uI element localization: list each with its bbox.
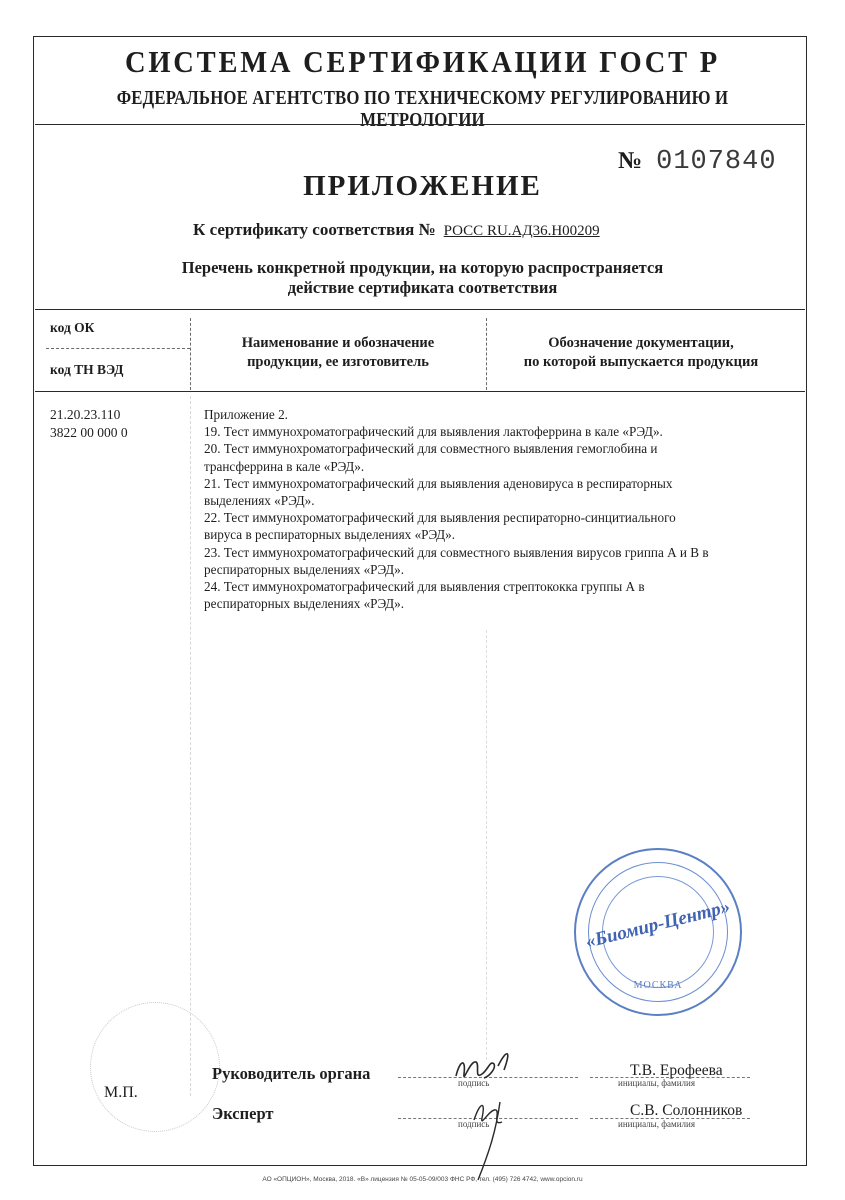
table-top-rule (35, 309, 805, 310)
product-name-column-header (190, 334, 486, 372)
signature-scribbles (420, 1030, 540, 1190)
list-item: 21. Тест иммунохроматографический для выявления аденовируса в респираторных выделениях «РЭД». (204, 475, 673, 509)
seal-city: МОСКВА (633, 980, 683, 991)
code-ok-value: 21.20.23.110 (50, 407, 121, 422)
list-item: 20. Тест иммунохроматографический для совместного выявления гемоглобина и трансферрина в кале «РЭД». (204, 441, 658, 474)
list-item: Приложение 2. (204, 407, 288, 422)
code-tnved-value: 3822 00 000 0 (50, 424, 128, 440)
head-name-caption: инициалы, фамилия (618, 1078, 695, 1088)
page-title: ПРИЛОЖЕНИЕ (303, 170, 542, 202)
agency-name: ФЕДЕРАЛЬНОЕ АГЕНТСТВО ПО ТЕХНИЧЕСКОМУ РЕГУЛИРОВАНИЮ И МЕТРОЛОГИИ (116, 88, 729, 131)
documentation-column-header (486, 334, 796, 372)
seal-place-label: М.П. (104, 1084, 138, 1101)
code-ok-label: код ОК (50, 320, 95, 335)
expert-signature-caption: подпись (458, 1119, 490, 1129)
head-signature-caption: подпись (458, 1078, 490, 1088)
body-column-divider-2 (486, 630, 487, 1060)
body-column-divider-1 (190, 396, 191, 1096)
documentation-header-line1: Обозначение документации, (548, 335, 734, 351)
code-tnved-label: код ТН ВЭД (50, 362, 124, 377)
head-name: Т.В. Ерофеева (630, 1062, 723, 1079)
list-item: 23. Тест иммунохроматографический для совместного выявления вирусов гриппа А и В в респираторных выделениях «РЭД». (204, 544, 709, 577)
head-signature-scribble (456, 1054, 508, 1078)
expert-signature-scribble (474, 1102, 502, 1180)
list-heading (0, 258, 845, 298)
list-item: 24. Тест иммунохроматографический для выявления стрептококка группы А в респираторных выделениях «РЭД». (204, 579, 645, 612)
expert-name-caption: инициалы, фамилия (618, 1119, 695, 1129)
form-number-value: 0107840 (656, 147, 777, 177)
product-list (204, 406, 764, 612)
product-name-header-line1: Наименование и обозначение (241, 335, 435, 351)
code-divider (46, 348, 190, 349)
certificate-reference (193, 220, 600, 240)
expert-label: Эксперт (212, 1104, 274, 1123)
printer-footer: АО «ОПЦИОН», Москва, 2018. «В» лицензия № 05-05-09/003 ФНС РФ, тел. (495) 726 4742, www.opcion.ru (262, 1176, 583, 1183)
system-title: СИСТЕМА СЕРТИФИКАЦИИ ГОСТ Р (125, 44, 720, 79)
head-of-body-label: Руководитель органа (212, 1064, 371, 1083)
product-name-header-line2: продукции, ее изготовитель (247, 354, 429, 370)
list-item: 22. Тест иммунохроматографический для выявления респираторно-синцитиального вируса в респираторных выделениях «РЭД». (204, 510, 676, 543)
list-heading-line2: действие сертификата соответствия (287, 278, 558, 297)
faint-seal-impression (90, 1002, 220, 1132)
header-rule (35, 124, 805, 125)
certificate-number: РОСС RU.АД36.Н00209 (443, 223, 600, 239)
documentation-header-line2: по которой выпускается продукция (523, 354, 759, 370)
form-number-label: № (618, 148, 643, 174)
seal-center-text: «Биомир-Центр» (583, 896, 733, 953)
list-item: 19. Тест иммунохроматографический для выявления лактоферрина в кале «РЭД». (204, 424, 663, 440)
product-codes (50, 406, 128, 441)
organization-seal (574, 848, 742, 1016)
certificate-label: К сертификату соответствия № (193, 220, 436, 239)
table-header-bottom-rule (35, 391, 805, 392)
list-heading-line1: Перечень конкретной продукции, на которую распространяется (181, 258, 664, 277)
expert-name: С.В. Солонников (630, 1102, 743, 1119)
